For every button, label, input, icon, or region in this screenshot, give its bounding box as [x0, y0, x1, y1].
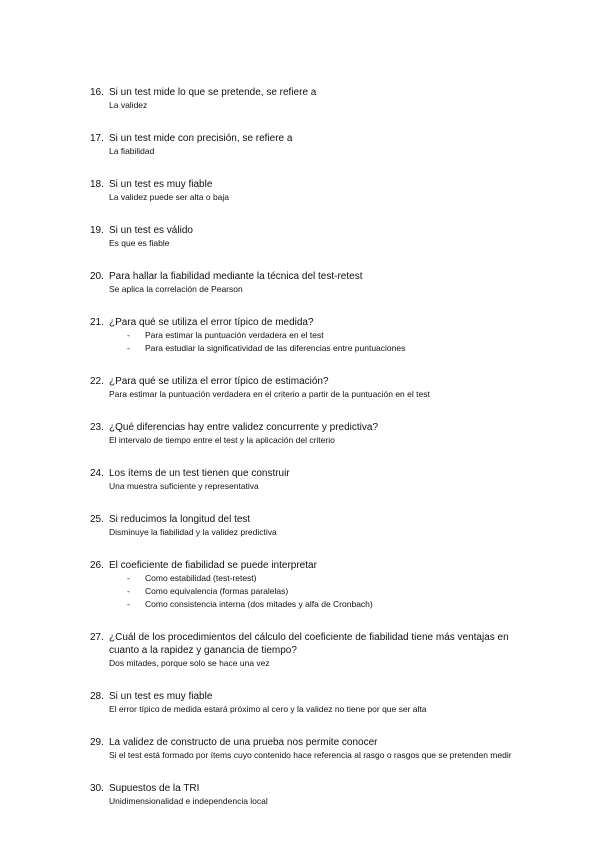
question-item — [92, 631, 522, 670]
answer-text: Disminuye la fiabilidad y la validez predictiva — [109, 527, 277, 537]
question-text: Supuestos de la TRI — [109, 783, 200, 794]
question-number: 29. — [90, 737, 104, 748]
question-item — [92, 224, 522, 250]
answer-text: La validez — [109, 100, 148, 110]
answer-text: Una muestra suficiente y representativa — [109, 481, 259, 491]
question-item — [92, 375, 522, 401]
question-item — [92, 421, 522, 447]
answer-bullet-list — [109, 329, 522, 355]
answer-bullet: - Para estimar la puntuación verdadera en el test — [109, 329, 522, 342]
question-item — [92, 86, 522, 112]
question-number: 28. — [90, 691, 104, 702]
question-number: 23. — [90, 422, 104, 433]
answer-bullet-list — [109, 572, 522, 611]
question-text: Si un test es muy fiable — [109, 691, 213, 702]
question-number: 18. — [90, 179, 104, 190]
answer-text: Dos mitades, porque solo se hace una vez — [109, 658, 270, 668]
answer-text: Si el test está formado por ítems cuyo contenido hace referencia al rasgo o rasgos que se pretenden medir — [109, 750, 512, 760]
question-number: 26. — [90, 560, 104, 571]
answer-text: Para estimar la puntuación verdadera en el criterio a partir de la puntuación en el test — [109, 389, 430, 399]
question-number: 24. — [90, 468, 104, 479]
question-item — [92, 316, 522, 355]
question-text: ¿Qué diferencias hay entre validez concurrente y predictiva? — [109, 422, 379, 433]
question-number: 20. — [90, 271, 104, 282]
answer-bullet: - Como estabilidad (test-retest) — [109, 572, 522, 585]
question-item — [92, 559, 522, 611]
question-item — [92, 513, 522, 539]
question-item — [92, 132, 522, 158]
answer-bullet: - Como consistencia interna (dos mitades y alfa de Cronbach) — [109, 598, 522, 611]
answer-text: Se aplica la correlación de Pearson — [109, 284, 243, 294]
answer-text: El error típico de medida estará próximo al cero y la validez no tiene por que ser alta — [109, 704, 427, 714]
answer-text: La fiabilidad — [109, 146, 155, 156]
question-text: La validez de constructo de una prueba nos permite conocer — [109, 737, 378, 748]
question-item — [92, 690, 522, 716]
question-number: 21. — [90, 317, 104, 328]
answer-text: Unidimensionalidad e independencia local — [109, 796, 268, 806]
question-text: ¿Para qué se utiliza el error típico de estimación? — [109, 376, 329, 387]
question-text: ¿Cuál de los procedimientos del cálculo del coeficiente de fiabilidad tiene más ventajas en cuanto a la rapidez y ganancia de tiempo? — [109, 632, 509, 656]
question-text: Para hallar la fiabilidad mediante la técnica del test-retest — [109, 271, 363, 282]
answer-bullet: - Para estudiar la significatividad de las diferencias entre puntuaciones — [109, 342, 522, 355]
question-item — [92, 736, 522, 762]
question-text: Si reducimos la longitud del test — [109, 514, 251, 525]
question-text: Si un test es muy fiable — [109, 179, 213, 190]
question-item — [92, 782, 522, 808]
question-number: 30. — [90, 783, 104, 794]
answer-bullet: - Como equivalencia (formas paralelas) — [109, 585, 522, 598]
answer-text: El intervalo de tiempo entre el test y la aplicación del criterio — [109, 435, 335, 445]
question-text: ¿Para qué se utiliza el error típico de medida? — [109, 317, 314, 328]
question-number: 27. — [90, 632, 104, 643]
question-item — [92, 270, 522, 296]
question-text: Si un test mide con precisión, se refiere a — [109, 133, 293, 144]
question-number: 19. — [90, 225, 104, 236]
question-text: Si un test es válido — [109, 225, 193, 236]
question-item — [92, 467, 522, 493]
question-number: 16. — [90, 87, 104, 98]
answer-text: La validez puede ser alta o baja — [109, 192, 230, 202]
question-list — [92, 86, 522, 828]
question-number: 17. — [90, 133, 104, 144]
question-number: 25. — [90, 514, 104, 525]
question-text: El coeficiente de fiabilidad se puede interpretar — [109, 560, 317, 571]
question-number: 22. — [90, 376, 104, 387]
answer-text: Es que es fiable — [109, 238, 170, 248]
question-item — [92, 178, 522, 204]
question-text: Si un test mide lo que se pretende, se refiere a — [109, 87, 317, 98]
question-text: Los ítems de un test tienen que construir — [109, 468, 290, 479]
